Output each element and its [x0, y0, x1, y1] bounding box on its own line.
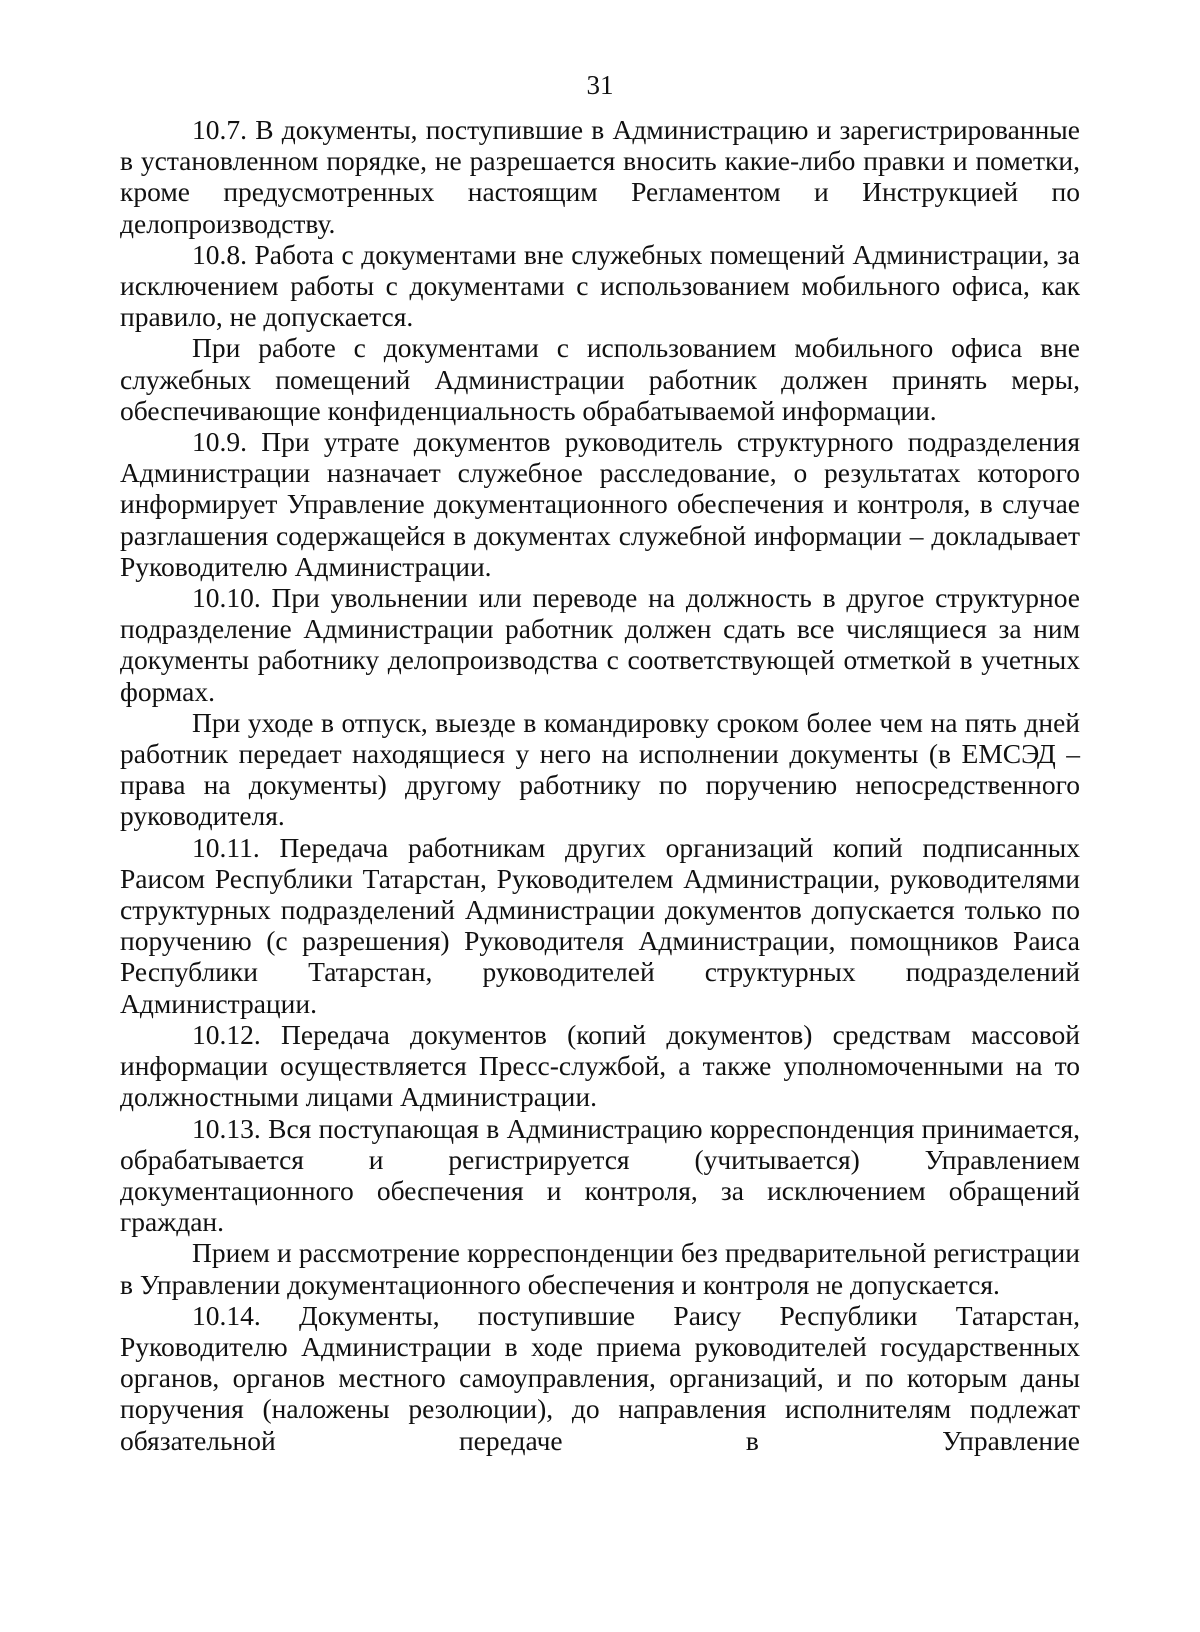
paragraph-10-7: 10.7. В документы, поступившие в Администрацию и зарегистрированные в установленном порядке, не разрешается вносить какие-либо правки и пометки, кроме предусмотренных настоящим Регламентом и Инструкцией по делопроизводству. [120, 114, 1080, 239]
document-body [120, 114, 1080, 1456]
paragraph-10-10-vacation: При уходе в отпуск, выезде в командировку сроком более чем на пять дней работник передает находящиеся у него на исполнении документы (в ЕМСЭД – права на документы) другому работнику по поручению непосредственного руководителя. [120, 706, 1080, 832]
paragraph-10-14: 10.14. Документы, поступившие Раису Республики Татарстан, Руководителю Администрации в ходе приема руководителей государственных органов, органов местного самоуправления, организаций, и по которым даны поручения (наложены резолюции), до направления исполнителям подлежат обязательной передаче в Управление [120, 1299, 1080, 1456]
paragraph-10-13-reception: Прием и рассмотрение корреспонденции без предварительной регистрации в Управлении документационного обеспечения и контроля не допускается. [120, 1237, 1080, 1300]
paragraph-10-8-mobile-office: При работе с документами с использованием мобильного офиса вне служебных помещений Администрации работник должен принять меры, обеспечивающие конфиденциальность обрабатываемой информации. [120, 332, 1080, 426]
paragraph-10-8: 10.8. Работа с документами вне служебных помещений Администрации, за исключением работы с документами с использованием мобильного офиса, как правило, не допускается. [120, 238, 1080, 333]
paragraph-10-13: 10.13. Вся поступающая в Администрацию корреспонденция принимается, обрабатывается и регистрируется (учитывается) Управлением документационного обеспечения и контроля, за исключением обращений граждан. [120, 1112, 1080, 1238]
page-number: 31 [586, 70, 614, 100]
paragraph-10-11: 10.11. Передача работникам других организаций копий подписанных Раисом Республики Татарстан, Руководителем Администрации, руководителями структурных подразделений Администрации документов допускается только по поручению (с разрешения) Руководителя Администрации, помощников Раиса Республики Татарстан, руководителей структурных подразделений Администрации. [120, 831, 1080, 1019]
paragraph-10-9: 10.9. При утрате документов руководитель структурного подразделения Администрации назначает служебное расследование, о результатах которого информирует Управление документационного обеспечения и контроля, в случае разглашения содержащейся в документах служебной информации – докладывает Руководителю Администрации. [120, 426, 1080, 582]
paragraph-10-10: 10.10. При увольнении или переводе на должность в другое структурное подразделение Администрации работник должен сдать все числящиеся за ним документы работнику делопроизводства с соответствующей отметкой в учетных формах. [120, 582, 1080, 707]
paragraph-10-12: 10.12. Передача документов (копий документов) средствам массовой информации осуществляется Пресс-службой, а также уполномоченными на то должностными лицами Администрации. [120, 1018, 1080, 1113]
